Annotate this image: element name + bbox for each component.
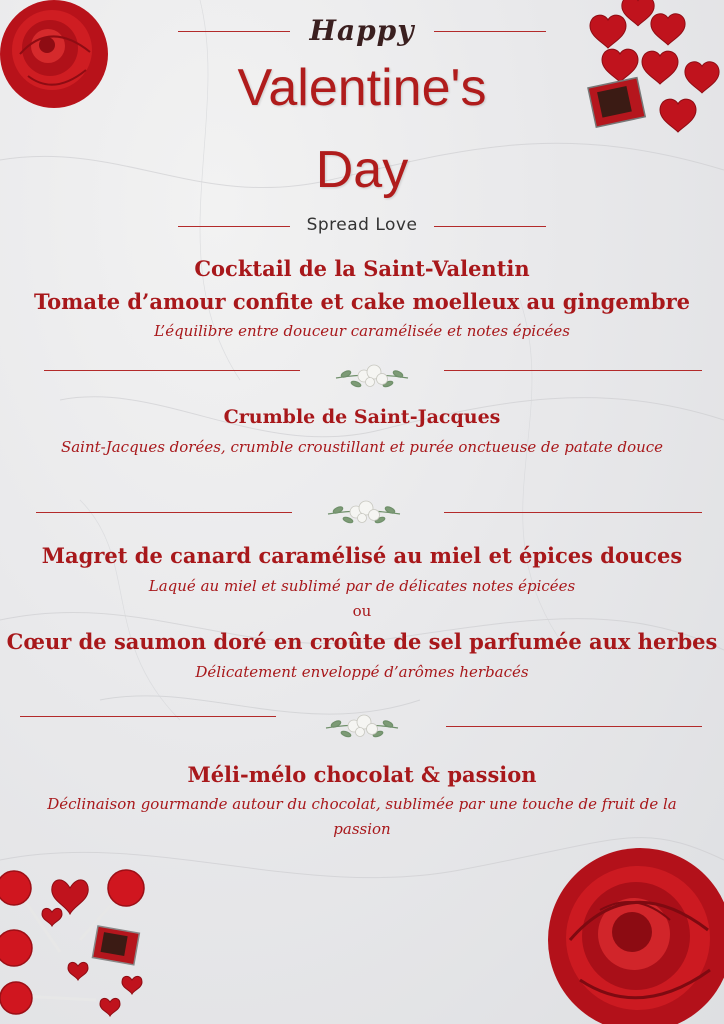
divider-rule-left: [36, 512, 292, 513]
happy-script: Happy: [309, 14, 415, 47]
floral-divider-icon: [332, 358, 412, 394]
tagline: Spread Love: [306, 215, 418, 235]
header-rule-right: [434, 31, 546, 32]
title-line2: Day: [315, 141, 409, 199]
dish-name: Tomate d’amour confite et cake moelleux au gingembre: [33, 289, 691, 314]
dish-description: Délicatement enveloppé d’arômes herbacés: [195, 663, 529, 681]
floral-divider-icon: [322, 708, 402, 744]
header-rule-left: [178, 31, 290, 32]
dish-description: Laqué au miel et sublimé par de délicates notes épicées: [148, 577, 576, 595]
divider-rule-right: [446, 726, 702, 727]
dish-name: Crumble de Saint-Jacques: [223, 406, 501, 428]
divider-rule-right: [444, 512, 702, 513]
dish-name: Cœur de saumon doré en croûte de sel parfumée aux herbes: [6, 629, 718, 654]
or-separator: ou: [352, 602, 372, 620]
dish-description: L’équilibre entre douceur caramélisée et notes épicées: [154, 322, 570, 340]
dish-description: passion: [333, 820, 391, 838]
title-line1: Valentine's: [237, 59, 487, 117]
divider-rule-right: [444, 370, 702, 371]
divider-rule-left: [44, 370, 300, 371]
tagline-rule-right: [434, 226, 546, 227]
dish-name: Magret de canard caramélisé au miel et épices douces: [41, 543, 683, 568]
dish-name: Méli-mélo chocolat & passion: [187, 762, 537, 787]
dish-name: Cocktail de la Saint-Valentin: [194, 256, 530, 281]
divider-rule-left: [20, 716, 276, 717]
dish-description: Saint-Jacques dorées, crumble croustillant et purée onctueuse de patate douce: [60, 438, 664, 456]
floral-divider-icon: [324, 494, 404, 530]
rose-icon: [540, 840, 724, 1024]
dish-description: Déclinaison gourmande autour du chocolat, sublimée par une touche de fruit de la: [47, 795, 677, 813]
lollipop-icon: [0, 860, 160, 1024]
